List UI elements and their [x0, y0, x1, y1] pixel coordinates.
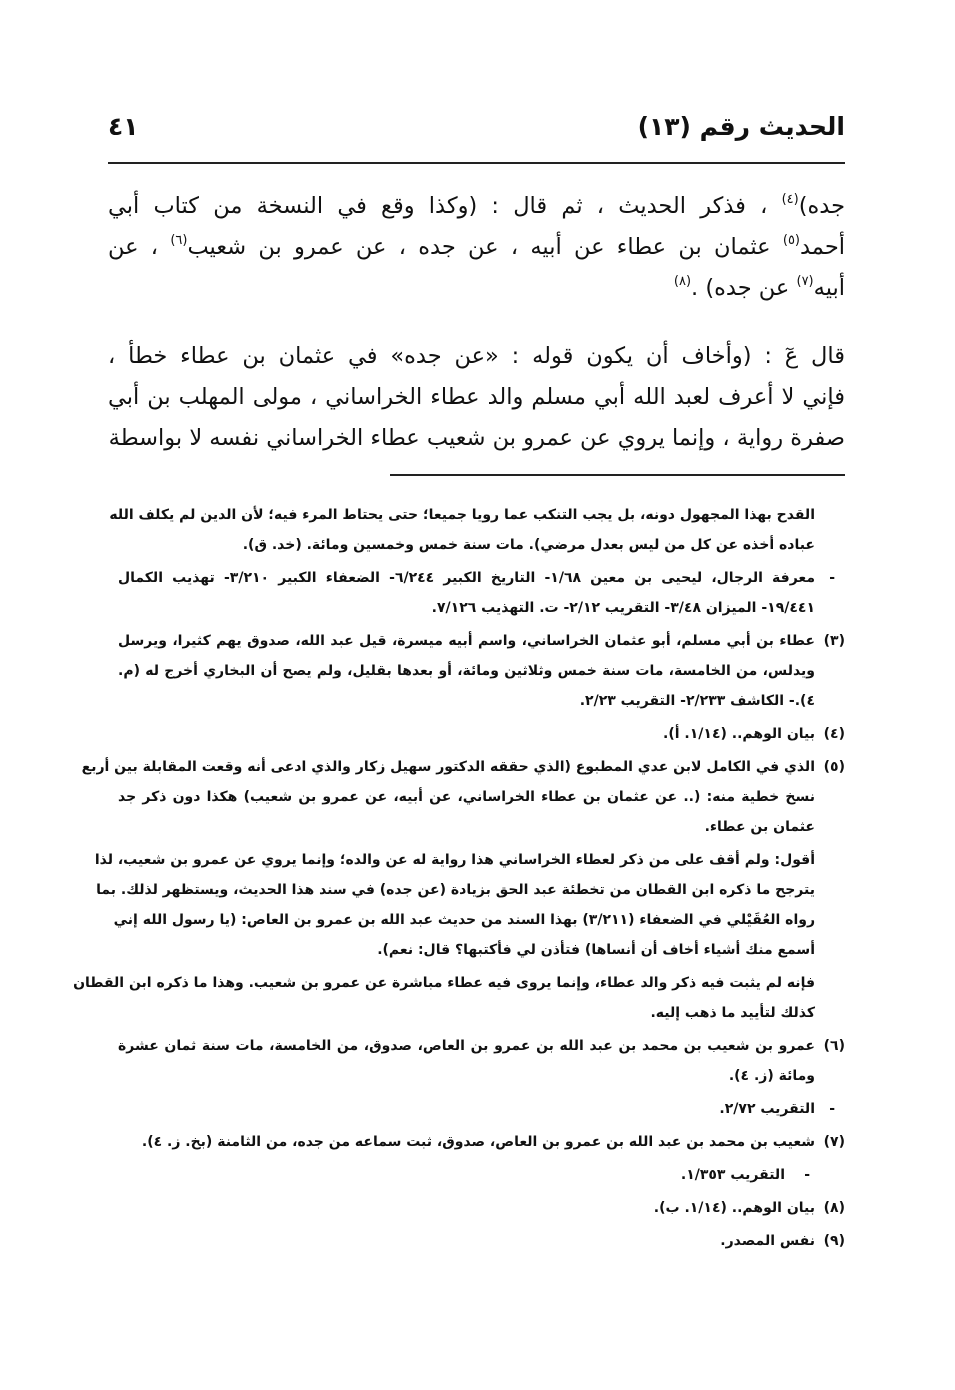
text-segment: أبيه: [813, 275, 845, 301]
footnote-reference: (٦): [170, 233, 188, 248]
footnote-line: ومائة (ز. ٤).: [728, 1068, 815, 1084]
footnote-body: [118, 1226, 815, 1256]
footnote-reference: (٨): [673, 274, 692, 289]
footnote: [118, 1094, 845, 1124]
footnote-body: [118, 1193, 815, 1223]
footnote: [118, 1031, 845, 1091]
text-segment: جده): [798, 193, 845, 219]
footnote-line: بيان الوهم.. (١/١٤. أ).: [663, 726, 815, 742]
footnote-label: (٤): [823, 726, 845, 742]
footnote-line: نسخ خطية منه: (.. عن عثمان بن عطاء الخراساني، عن أبيه، عن عمرو بن شعيب) هكذا دون ذكر جد: [118, 789, 815, 805]
footnote-body: [118, 563, 815, 623]
footnote-label: (٦): [823, 1038, 845, 1054]
footnote-body: [118, 719, 815, 749]
footnote: [118, 563, 845, 623]
footnote: [118, 719, 845, 749]
footnote-line: عباده أخذه عن كل من ليس بعدل مرضي). مات سنة خمس وخمسين ومائة. (خد. ق).: [242, 537, 815, 553]
text-segment: عثمان بن عطاء عن أبيه ، عن جده ، عن عمرو بن شعيب: [187, 234, 783, 260]
footnote-line: معرفة الرجال، ليحيى بن معين ١/٦٨- التاريخ الكبير ٦/٢٤٤- الضعفاء الكبير ٣/٢١٠- تهذيب الكمال: [118, 570, 815, 586]
footnote-label: -: [829, 1101, 835, 1117]
text-line: [108, 418, 845, 459]
footnote: [118, 626, 845, 716]
footnote-label: (٣): [823, 633, 845, 649]
footnote-line: يترجح ما ذكره ابن القطان من تخطئة عبد الحق بزيادة (عن جده) في سند هذا الحديث، ويستظهر لذلك. بما: [96, 882, 815, 898]
header-rule: [108, 162, 845, 164]
footnote-line: شعيب بن محمد بن عبد الله بن عمرو بن العاص، صدوق، ثبت سماعه من جده، من الثامنة (بخ. ز. ٤).: [141, 1134, 815, 1150]
footnote-body: [118, 1160, 785, 1190]
footnote-line: ١٩/٤٤١- الميزان ٣/٤٨- التقريب ٢/١٢- ت. التهذيب ٧/١٢٦.: [431, 600, 815, 616]
text-segment: أحمد: [800, 234, 845, 260]
footnote-line: أقول: ولم أقف على من ذكر لعطاء الخراساني هذا رواية له عن والده؛ وإنما يروي عن عمرو بن شعيب، لذا: [94, 852, 815, 868]
footnote: [118, 1193, 845, 1223]
main-paragraph: [108, 186, 845, 309]
text-segment: عن جده) .: [691, 275, 797, 301]
footnote-body: [118, 1031, 815, 1091]
main-paragraph: [108, 336, 845, 459]
text-line: [108, 377, 845, 418]
running-header: [108, 112, 845, 152]
footnote-reference: (٥): [782, 233, 800, 248]
footnote-line: فإنه لم يثبت فيه ذكر والد عطاء، وإنما يروى فيه عطاء مباشرة عن عمرو بن شعيب. وهذا ما ذكره ابن القطان: [73, 975, 815, 991]
footnote-body: [81, 752, 815, 842]
text-line: [108, 336, 845, 377]
footnote-label: -: [829, 570, 835, 586]
footnote-body: [94, 845, 815, 965]
text-segment: قال عٓ : (وأخاف أن يكون قوله : «عن جده» في عثمان بن عطاء خطأ ،: [108, 343, 845, 369]
text-line: [108, 268, 845, 309]
footnote-line: التقريب ١/٣٥٣.: [680, 1167, 785, 1183]
text-line: [108, 227, 845, 268]
footnote-separator: [390, 474, 845, 476]
text-segment: ، عن: [108, 234, 171, 260]
footnote-label: (٧): [823, 1134, 845, 1150]
footnote: [118, 1226, 845, 1256]
footnote-line: عمرو بن شعيب بن محمد بن عبد الله بن عمرو بن العاص، صدوق، من الخامسة، مات سنة ثمان عشرة: [118, 1038, 815, 1054]
footnote-line: بيان الوهم.. (١/١٤. ب).: [653, 1200, 815, 1216]
footnote-body: [118, 1094, 815, 1124]
footnote-line: ويدلس، من الخامسة، مات سنة خمس وثلاثين ومائة، أو بعدها بقليل، ولم يصح أن البخاري أخرج له (م.: [118, 663, 815, 679]
footnote-line: التقريب ٢/٧٢.: [719, 1101, 815, 1117]
footnote-reference: (٤): [781, 192, 799, 207]
footnote-body: [109, 500, 815, 560]
footnote-body: [118, 1127, 815, 1157]
text-segment: ، فذكر الحديث ، ثم قال : (وكذا وقع في النسخة من كتاب أبي: [108, 193, 782, 219]
footnote-label: -: [804, 1167, 810, 1183]
footnote: [94, 845, 845, 965]
text-line: [108, 186, 845, 227]
footnote-label: (٨): [823, 1200, 845, 1216]
footnote-line: القدح بهذا المجهول دونه، بل يجب التنكب عما رويا جميعا؛ حتى يحتاط المرء فيه؛ لأن الدين لم يكلف الله: [109, 507, 815, 523]
footnote: [118, 1160, 845, 1190]
footnote: [109, 500, 845, 560]
footnote: [81, 752, 845, 842]
footnote-label: (٩): [823, 1233, 845, 1249]
footnote-reference: (٧): [796, 274, 814, 289]
footnote-line: رواه العُقَيْلي في الضعفاء (٣/٢١١) بهذا السند من حديث عبد الله بن عمرو بن العاص: (يا رسول الله إني: [113, 912, 815, 928]
footnote-line: أسمع منك أشياء أخاف أن أنساها) فتأذن لي فأكتبها؟ قال: نعم).: [377, 942, 815, 958]
footnote: [73, 968, 845, 1028]
footnote-body: [73, 968, 815, 1028]
text-segment: صفرة رواية ، وإنما يروي عن عمرو بن شعيب عطاء الخراساني نفسه لا بواسطة: [108, 425, 845, 451]
footnote-line: عثمان بن عطاء.: [704, 819, 815, 835]
footnote-line: ٤).- الكاشف ٢/٢٣٣- التقريب ٢/٢٣.: [579, 693, 815, 709]
main-text: [108, 186, 845, 486]
text-segment: فإني لا أعرف لعبد الله أبي مسلم والد عطاء الخراساني ، مولى المهلب بن أبي: [108, 384, 845, 410]
footnotes: [73, 500, 845, 1259]
footnote-line: عطاء بن أبي مسلم، أبو عثمان الخراساني، واسم أبيه ميسرة، قيل عبد الله، صدوق يهم كثيرا، ويرسل: [118, 633, 815, 649]
footnote-label: (٥): [823, 759, 845, 775]
running-title: الحديث رقم (١٣): [637, 112, 845, 141]
footnote: [118, 1127, 845, 1157]
footnote-line: نفس المصدر.: [720, 1233, 815, 1249]
page-number: ٤١: [108, 112, 139, 141]
footnote-line: كذلك لتأييد ما ذهب إليه.: [650, 1005, 815, 1021]
footnote-body: [118, 626, 815, 716]
footnote-line: الذي في الكامل لابن عدي المطبوع (الذي حققه الدكتور سهيل زكار والذي ادعى أنه وقعت المقابلة بين أربع: [81, 759, 815, 775]
